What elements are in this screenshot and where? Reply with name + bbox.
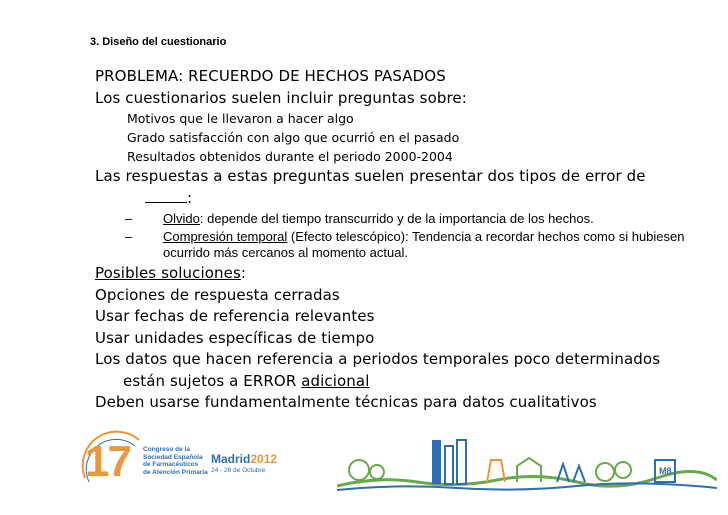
problem-heading: PROBLEMA: RECUERDO DE HECHOS PASADOS: [95, 67, 446, 85]
blank-suffix: :: [187, 188, 193, 207]
solution-item: Usar fechas de referencia relevantes: [95, 307, 375, 325]
solutions-heading: Posibles soluciones: [95, 264, 241, 282]
dash-bullet: –: [125, 211, 133, 226]
intro-line: Los cuestionarios suelen incluir preguntas sobre:: [95, 88, 467, 107]
solutions-heading-suffix: :: [240, 264, 247, 282]
congress-line: Congreso de la: [143, 446, 190, 453]
error-item-olvido: [95, 211, 720, 227]
congress-dates: 24 - 26 de Octubre: [211, 467, 266, 474]
congress-year: 2012: [250, 452, 278, 466]
city-name: Madrid: [211, 452, 251, 466]
final-line: Deben usarse fundamentalmente técnicas para datos cualitativos: [95, 393, 597, 411]
error-text: : depende del tiempo transcurrido y de la importancia de los hechos.: [199, 211, 594, 226]
ref-line-underlined: adicional: [301, 371, 370, 390]
ref-line: Los datos que hacen referencia a periodos temporales poco determinados: [95, 350, 661, 368]
ref-line-text: están sujetos a ERROR: [123, 371, 302, 390]
errors-blank-line: [95, 188, 720, 210]
sub-item: Grado satisfacción con algo que ocurrió en el pasado: [127, 130, 460, 145]
ref-line-cont: [95, 371, 720, 393]
congress-line: Sociedad Española: [143, 453, 203, 461]
solution-item: Usar unidades específicas de tiempo: [95, 328, 375, 347]
solutions-heading-line: [95, 263, 720, 285]
madrid-skyline-icon: [337, 436, 717, 496]
error-text: (Efecto telescópico): Tendencia a recordar hechos como si hubiesen ocurrido más cercanos al momento actual.: [163, 229, 685, 260]
error-term: Compresión temporal: [163, 229, 288, 244]
congress-city: [211, 452, 277, 466]
error-term: Olvido: [163, 211, 200, 226]
congress-number: 17: [85, 437, 130, 486]
solution-item: Opciones de respuesta cerradas: [95, 285, 340, 304]
slide-body: [95, 66, 720, 414]
sub-item: Resultados obtenidos durante el periodo 2000-2004: [127, 149, 453, 164]
congress-line: de Farmacéuticos: [143, 461, 199, 468]
errors-intro: Las respuestas a estas preguntas suelen presentar dos tipos de error de: [95, 167, 646, 185]
congress-name: [143, 446, 208, 476]
sub-item: Motivos que le llevaron a hacer algo: [127, 111, 354, 126]
section-title: 3. Diseño del cuestionario: [90, 36, 227, 48]
footer: [85, 436, 725, 496]
fill-in-blank: [145, 189, 187, 203]
svg-text:M8: M8: [659, 466, 672, 476]
congress-line: de Atención Primaria: [143, 468, 208, 476]
dash-bullet: –: [125, 229, 133, 244]
error-item-compresion: [95, 229, 720, 261]
